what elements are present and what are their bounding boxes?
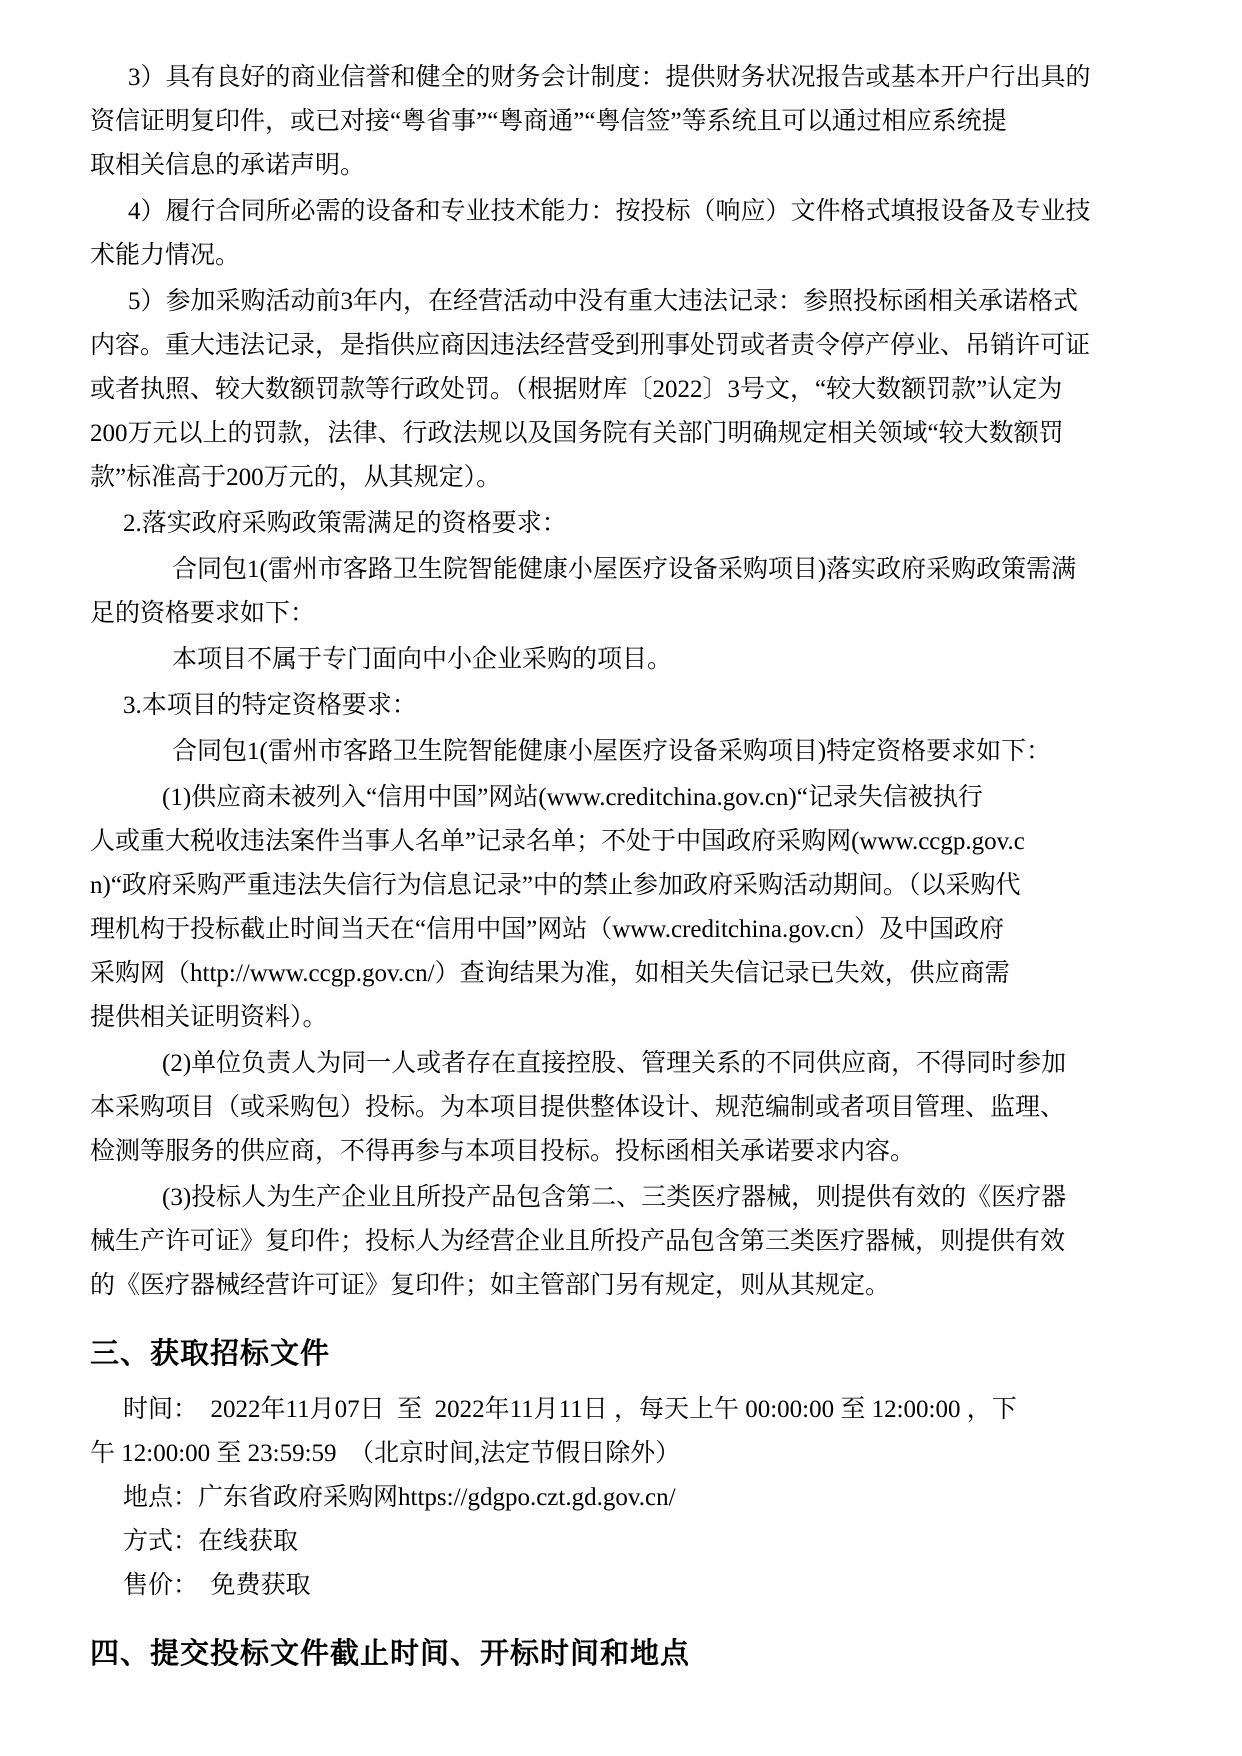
paragraph (90, 1520, 1156, 1564)
section-heading-text: 三、获取招标文件 (90, 1338, 331, 1370)
text-line: 本采购项目（或采购包）投标。为本项目提供整体设计、规范编制或者项目管理、监理、 (90, 1094, 1066, 1121)
text-line: 或者执照、较大数额罚款等行政处罚。（根据财库〔2022〕3号文，“较大数额罚款”认定为 (90, 376, 1063, 403)
section-heading-obtain-documents (90, 1330, 1156, 1378)
text-line: 资信证明复印件，或已对接“粤省事”“粤商通”“粤信签”等系统且可以通过相应系统提 (90, 108, 1007, 135)
text-line: 术能力情况。 (90, 242, 241, 269)
text-line: 取相关信息的承诺声明。 (90, 152, 366, 179)
text-line: 理机构于投标截止时间当天在“信用中国”网站（www.creditchina.gov.cn）及中国政府 (90, 916, 1005, 943)
text-line: 合同包1(雷州市客路卫生院智能健康小屋医疗设备采购项目)特定资格要求如下： (172, 738, 1052, 765)
text-line: 午 12:00:00 至 23:59:59 （北京时间,法定节假日除外） (90, 1440, 681, 1467)
paragraph (90, 730, 1156, 774)
text-line: 3.本项目的特定资格要求： (123, 692, 417, 719)
text-line: 3）具有良好的商业信誉和健全的财务会计制度：提供财务状况报告或基本开户行出具的 (128, 64, 1091, 91)
text-line: 5）参加采购活动前3年内，在经营活动中没有重大违法记录：参照投标函相关承诺格式 (128, 288, 1079, 315)
paragraph (90, 1176, 1156, 1308)
text-line: 内容。重大违法记录，是指供应商因违法经营受到刑事处罚或者责令停产停业、吊销许可证 (90, 332, 1091, 359)
paragraph (90, 776, 1156, 1040)
text-line: 的《医疗器械经营许可证》复印件；如主管部门另有规定，则从其规定。 (90, 1272, 891, 1299)
paragraph (90, 1042, 1156, 1174)
text-line: 地点：广东省政府采购网https://gdgpo.czt.gd.gov.cn/ (123, 1484, 676, 1511)
paragraph (90, 190, 1156, 278)
text-line: 足的资格要求如下： (90, 600, 316, 627)
text-line: 采购网（http://www.ccgp.gov.cn/）查询结果为准，如相关失信记录已失效，供应商需 (90, 960, 1010, 987)
paragraph (90, 502, 1156, 546)
text-line: 提供相关证明资料）。 (90, 1004, 328, 1031)
text-line: 200万元以上的罚款，法律、行政法规以及国务院有关部门明确规定相关领域“较大数额罚 (90, 420, 1064, 447)
text-line: n)“政府采购严重违法失信行为信息记录”中的禁止参加政府采购活动期间。（以采购代 (90, 872, 1021, 899)
section-heading-text: 四、提交投标文件截止时间、开标时间和地点 (90, 1638, 691, 1670)
text-line: 械生产许可证》复印件；投标人为经营企业且所投产品包含第三类医疗器械，则提供有效 (90, 1228, 1066, 1255)
paragraph (90, 280, 1156, 500)
text-line: 4）履行合同所必需的设备和专业技术能力：按投标（响应）文件格式填报设备及专业技 (128, 198, 1091, 225)
text-line: 人或重大税收违法案件当事人名单”记录名单；不处于中国政府采购网(www.ccgp.gov.c (90, 828, 1025, 855)
text-line: (3)投标人为生产企业且所投产品包含第二、三类医疗器械，则提供有效的《医疗器 (162, 1184, 1067, 1211)
paragraph (90, 1476, 1156, 1520)
text-line: 方式：在线获取 (123, 1528, 299, 1555)
paragraph (90, 56, 1156, 188)
paragraph (90, 1388, 1156, 1476)
paragraph (90, 684, 1156, 728)
text-line: 时间： 2022年11月07日 至 2022年11月11日 ，每天上午 00:00:00 至 12:00:00 ，下 (123, 1396, 1017, 1423)
text-line: 2.落实政府采购政策需满足的资格要求： (123, 510, 567, 537)
text-line: 检测等服务的供应商，不得再参与本项目投标。投标函相关承诺要求内容。 (90, 1138, 916, 1165)
paragraph (90, 638, 1156, 682)
text-line: (1)供应商未被列入“信用中国”网站(www.creditchina.gov.cn)“记录失信被执行 (162, 784, 983, 811)
text-line: 合同包1(雷州市客路卫生院智能健康小屋医疗设备采购项目)落实政府采购政策需满 (172, 556, 1077, 583)
text-line: 款”标准高于200万元的，从其规定）。 (90, 464, 502, 491)
text-line: (2)单位负责人为同一人或者存在直接控股、管理关系的不同供应商，不得同时参加 (162, 1050, 1067, 1077)
paragraph (90, 548, 1156, 636)
text-line: 售价： 免费获取 (123, 1572, 311, 1599)
section-heading-bid-deadline (90, 1630, 1156, 1678)
text-line: 本项目不属于专门面向中小企业采购的项目。 (172, 646, 673, 673)
document-body (90, 56, 1156, 1688)
paragraph (90, 1564, 1156, 1608)
